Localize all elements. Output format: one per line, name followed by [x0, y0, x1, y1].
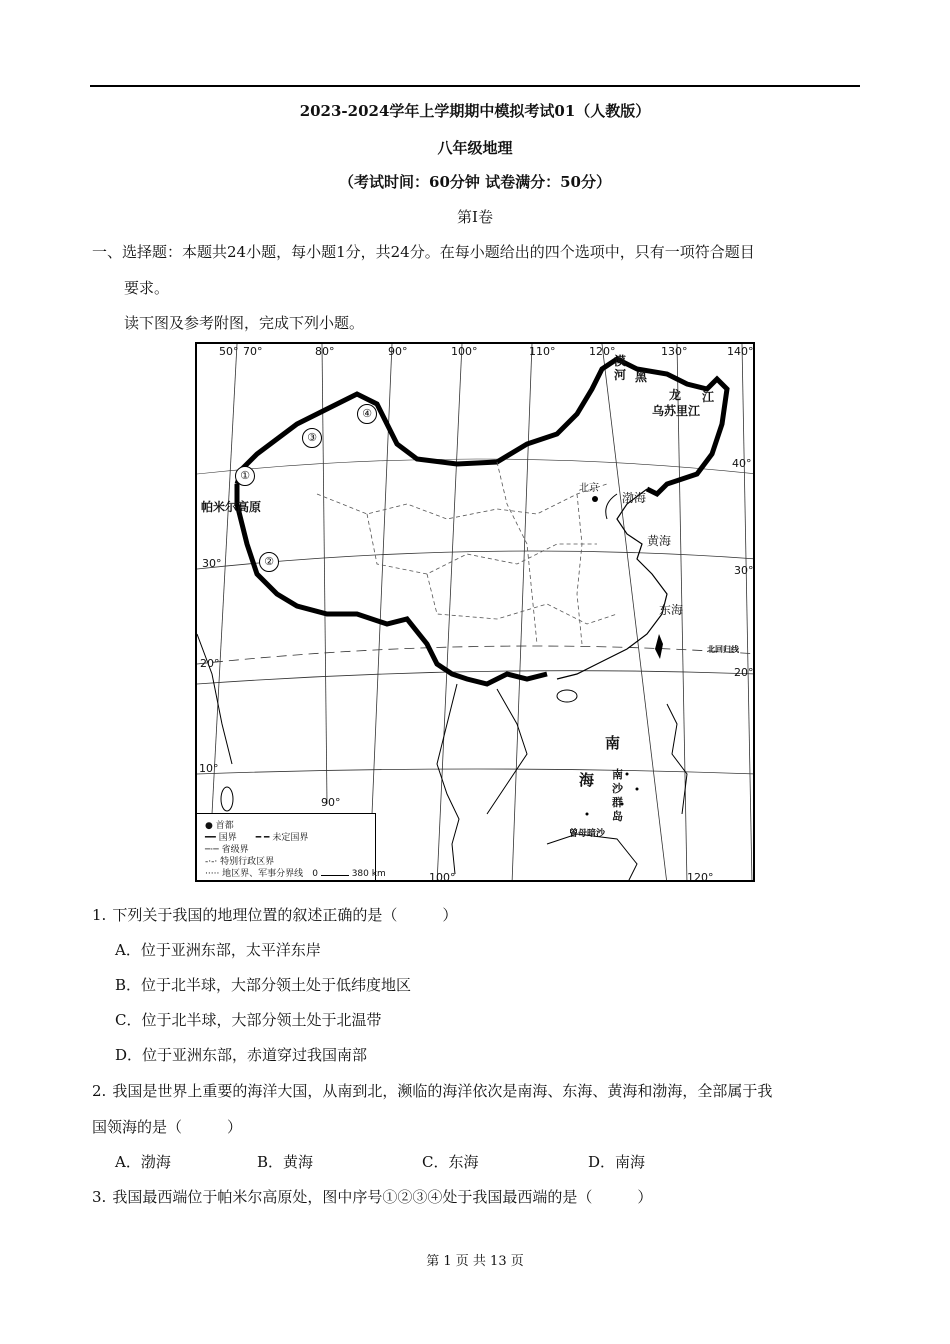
label-mohe: 漠 河 [614, 354, 627, 382]
label-long: 龙 [669, 388, 682, 402]
lon-label: 80° [315, 345, 335, 358]
lon-label: 90° [388, 345, 408, 358]
label-nan: 南 [605, 734, 621, 752]
label-nansha: 南 沙 群 岛 [612, 768, 623, 823]
lon-label: 120° [589, 345, 616, 358]
marker-3: ③ [302, 428, 322, 448]
label-hai: 海 [579, 771, 595, 789]
map-instruction: 读下图及参考附图，完成下列小题。 [124, 314, 365, 332]
map-legend [197, 813, 386, 880]
marker-4: ④ [357, 404, 377, 424]
label-zengmu: 曾母暗沙 [569, 829, 606, 839]
lat-label: 30° [734, 564, 754, 577]
q2-option-a[interactable]: A．渤海 [115, 1153, 171, 1171]
label-huanghai: 黄海 [647, 534, 672, 548]
label-heilong: 黑 [635, 370, 648, 384]
lat-label: 10° [199, 762, 219, 775]
q2-option-c[interactable]: C．东海 [422, 1153, 479, 1171]
label-beijing: 北京 [579, 483, 599, 494]
china-map [195, 342, 755, 882]
legend-sar: -·-· 特别行政区界 [205, 857, 275, 867]
lon-label: 50° [219, 345, 239, 358]
exam-info: （考试时间：60分钟 试卷满分：50分） [339, 173, 611, 191]
lat-label: 40° [732, 457, 752, 470]
q1-option-a[interactable]: A．位于亚洲东部，太平洋东岸 [115, 941, 321, 959]
legend-capital: ● 首都 [205, 821, 234, 831]
lat-label: 20° [200, 657, 220, 670]
label-wusuli: 乌苏里江 [652, 404, 701, 418]
question-2-cont: 国领海的是（ ） [92, 1118, 243, 1136]
q2-option-b[interactable]: B．黄海 [257, 1153, 314, 1171]
lon-label: 140° [727, 345, 754, 358]
question-1: 1. 下列关于我国的地理位置的叙述正确的是（ ） [92, 906, 458, 924]
lon-label: 130° [661, 345, 688, 358]
lat-label: 20° [734, 666, 754, 679]
label-tropic: 北回归线 [707, 645, 739, 654]
question-2: 2. 我国是世界上重要的海洋大国，从南到北，濒临的海洋依次是南海、东海、黄海和渤海，全部属于我 [92, 1082, 773, 1100]
label-jiang: 江 [702, 390, 715, 404]
q2-option-d[interactable]: D．南海 [588, 1153, 646, 1171]
q1-option-b[interactable]: B．位于北半球，大部分领土处于低纬度地区 [115, 976, 412, 994]
volume-label: 第Ⅰ卷 [457, 208, 493, 226]
page-footer: 第 1 页 共 13 页 [426, 1254, 524, 1269]
top-rule [90, 85, 860, 87]
section-heading: 一、选择题：本题共24小题，每小题1分，共24分。在每小题给出的四个选项中，只有一项符合题目 [92, 243, 755, 261]
lat-label: 30° [202, 557, 222, 570]
exam-subject: 八年级地理 [437, 139, 513, 157]
lon-label-bottom: 100° [429, 871, 456, 882]
label-donghai: 东海 [659, 603, 684, 617]
legend-border: ━━ 国界 ━ ━ 未定国界 [205, 833, 309, 843]
marker-1: ① [235, 466, 255, 486]
legend-region: ····· 地区界、军事分界线 0 380 km [205, 869, 386, 879]
section-heading-cont: 要求。 [124, 279, 170, 297]
lon-label-bottom: 120° [687, 871, 714, 882]
lon-label: 100° [451, 345, 478, 358]
lon-label-bottom: 90° [321, 796, 341, 809]
label-pamir: 帕米尔高原 [201, 500, 262, 514]
marker-2: ② [259, 552, 279, 572]
q1-option-c[interactable]: C．位于北半球，大部分领土处于北温带 [115, 1011, 382, 1029]
lon-label: 110° [529, 345, 556, 358]
exam-title: 2023-2024学年上学期期中模拟考试01（人教版） [299, 102, 651, 120]
legend-province: ─·─ 省级界 [205, 845, 249, 855]
label-bohai: 渤海 [622, 491, 647, 505]
lon-label: 70° [243, 345, 263, 358]
question-3: 3. 我国最西端位于帕米尔高原处，图中序号①②③④处于我国最西端的是（ ） [92, 1188, 653, 1206]
q1-option-d[interactable]: D．位于亚洲东部，赤道穿过我国南部 [115, 1046, 368, 1064]
